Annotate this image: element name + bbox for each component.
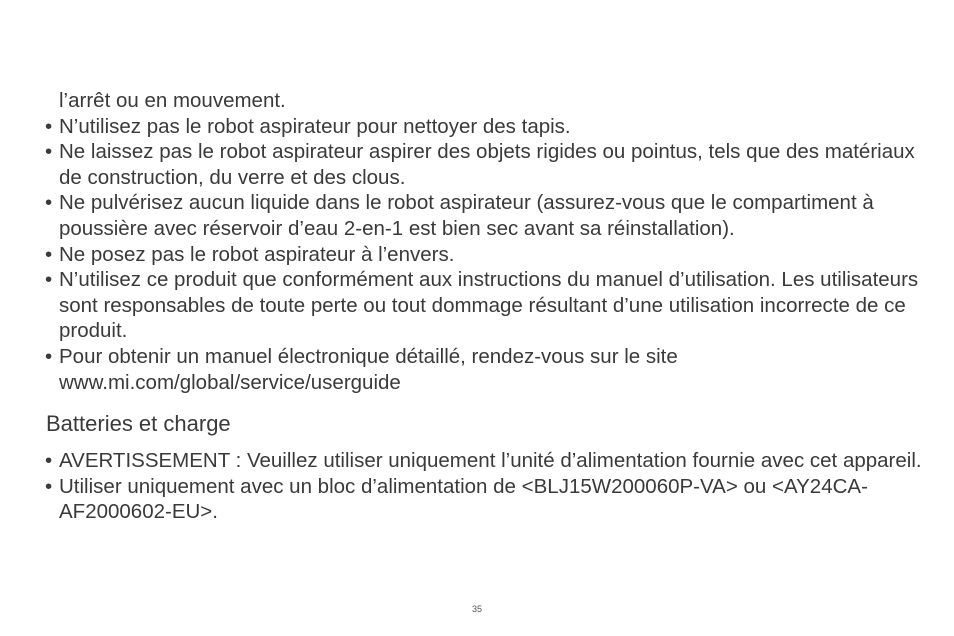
bullet-dot: • [45, 191, 53, 215]
list-item-text: N’utilisez ce produit que conformément aux instructions du manuel d’utilisation. Les utilisateurs sont responsables de toute perte ou tout dommage résultant d’une utilisation incorrecte de ce produit. [59, 268, 919, 343]
list-item [44, 267, 924, 344]
list-item [44, 242, 924, 268]
bullet-dot: • [45, 114, 53, 138]
continuation-line: l’arrêt ou en mouvement. [59, 89, 286, 112]
list-item-text: Utiliser uniquement avec un bloc d’alimentation de <BLJ15W200060P-VA> ou <AY24CA-AF2000602-EU>. [59, 474, 868, 524]
list-item-text: AVERTISSEMENT : Veuillez utiliser uniquement l’unité d’alimentation fournie avec cet appareil. [59, 449, 922, 473]
bullet-dot: • [45, 449, 53, 473]
document-body [44, 88, 924, 525]
list-item [44, 190, 924, 241]
list-item-text: Ne pulvérisez aucun liquide dans le robot aspirateur (assurez-vous que le compartiment à poussière avec réservoir d’eau 2-en-1 est bien sec avant sa réinstallation). [59, 191, 874, 240]
safety-list [44, 114, 924, 396]
list-item-text: N’utilisez pas le robot aspirateur pour nettoyer des tapis. [59, 114, 571, 138]
page-number: 35 [471, 604, 482, 614]
section-heading: Batteries et charge [46, 411, 231, 437]
bullet-dot: • [45, 474, 53, 498]
list-item-text: Ne laissez pas le robot aspirateur aspirer des objets rigides ou pointus, tels que des matériaux de construction, du verre et des clous. [59, 140, 915, 189]
bullet-dot: • [45, 344, 53, 368]
list-item-text: Pour obtenir un manuel électronique détaillé, rendez-vous sur le site www.mi.com/global/service/userguide [59, 344, 678, 394]
list-item [44, 474, 924, 525]
list-item [44, 114, 924, 140]
list-item [44, 344, 924, 395]
list-item-text: Ne posez pas le robot aspirateur à l’envers. [59, 242, 455, 266]
list-item [44, 139, 924, 190]
bullet-dot: • [45, 140, 53, 164]
battery-list [44, 448, 924, 525]
bullet-dot: • [45, 242, 53, 266]
bullet-dot: • [45, 268, 53, 292]
list-item [44, 448, 924, 474]
